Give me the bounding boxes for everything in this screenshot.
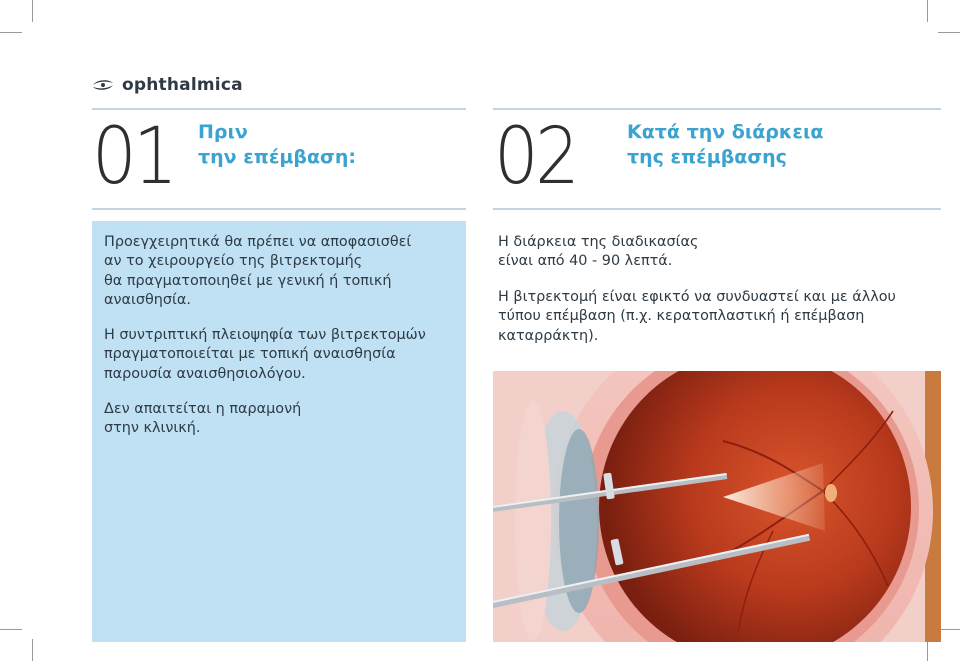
top-rule-left	[92, 108, 466, 110]
step-number-01: 01	[92, 112, 175, 202]
brand-logo	[92, 72, 243, 98]
crop-mark	[0, 32, 22, 33]
brand-name: ophthalmica	[122, 75, 243, 95]
step-title-01: Πριν την επέμβαση:	[198, 121, 356, 168]
paragraph-no-hospital-stay: Δεν απαιτείται η παραμονή στην κλινική.	[104, 401, 302, 437]
crop-mark	[938, 629, 960, 630]
crop-mark	[938, 32, 960, 33]
paragraph-combined-surgery: Η βιτρεκτομή είναι εφικτό να συνδυαστεί και με άλλου τύπου επέμβαση (π.χ. κερατοπλαστική ή επέμβαση καταρράκτη).	[498, 289, 896, 344]
vitrectomy-illustration	[493, 371, 941, 642]
paragraph-anesthesia-decision: Προεγχειρητικά θα πρέπει να αποφασισθεί αν το χειρουργείο της βιτρεκτομής θα πραγματοποιηθεί με γενική ή τοπική αναισθησία.	[104, 234, 412, 309]
crop-mark	[927, 0, 928, 22]
step-number-02: 02	[494, 112, 577, 202]
crop-mark	[927, 639, 928, 661]
crop-mark	[0, 629, 22, 630]
paragraph-local-anesthesia: Η συντριπτική πλειοψηφία των βιτρεκτομών πραγματοποιείται με τοπική αναισθησία παρουσία αναισθησιολόγου.	[104, 327, 426, 382]
crop-mark	[32, 0, 33, 22]
top-rule-right	[493, 108, 941, 110]
bottom-rule-right	[493, 208, 941, 210]
paragraph-duration: Η διάρκεια της διαδικασίας είναι από 40 - 90 λεπτά.	[498, 234, 699, 270]
crop-mark	[32, 639, 33, 661]
step-title-02: Κατά την διάρκεια της επέμβασης	[627, 121, 824, 168]
eye-cross-section-image	[493, 371, 941, 642]
bottom-rule-left	[92, 208, 466, 210]
swoosh-eye-icon	[92, 77, 114, 93]
